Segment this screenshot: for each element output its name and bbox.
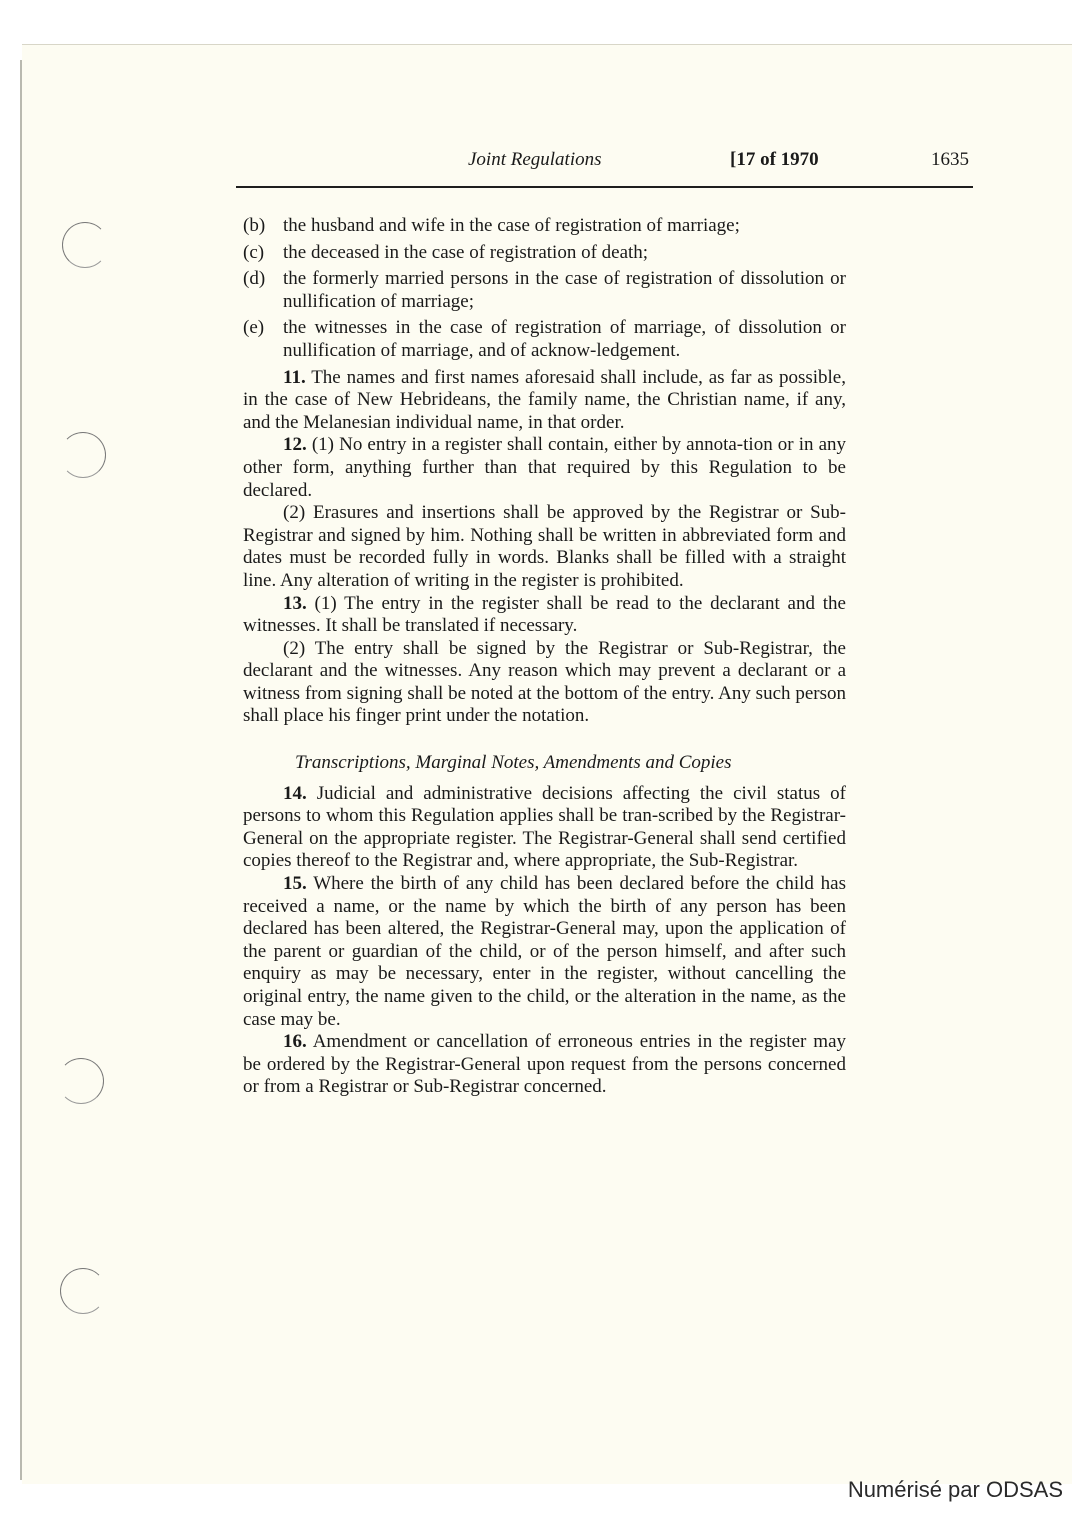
punch-hole-3 bbox=[58, 1058, 104, 1104]
running-header bbox=[240, 149, 973, 179]
section-number: 13. bbox=[283, 592, 307, 614]
page-edge-left bbox=[20, 60, 22, 1480]
punch-hole-1 bbox=[62, 222, 108, 268]
section-number: 15. bbox=[283, 873, 307, 895]
section-text: Judicial and administrative decisions affecting the civil status of persons to whom this Regulation applies shall be tran-scribed by the Registrar-General on the appropriate register. The Registrar-General shall send certified copies thereof to the Registrar and, where appropriate, the Sub-Registrar. bbox=[243, 782, 846, 872]
section-text: The names and first names aforesaid shall include, as far as possible, in the case of New Hebrideans, the family name, the Christian name, if any, and the Melanesian individual name, in that order. bbox=[243, 366, 846, 433]
list-item-label: (d) bbox=[243, 268, 266, 290]
section-heading: Transcriptions, Marginal Notes, Amendments and Copies bbox=[295, 752, 732, 774]
list-item-label: (b) bbox=[243, 215, 266, 236]
section-text: Where the birth of any child has been declared before the child has received a name, or the name by which the birth of any person has been declared has been altered, the Registrar-General may, upon the application of the parent or guardian of the child, or of the person himself, and after such enquiry as may be necessary, enter in the register, without cancelling the original entry, the name given to the child, or the alteration in the name, as the case may be. bbox=[243, 873, 846, 1030]
list-item bbox=[243, 242, 846, 265]
section-number: 12. bbox=[283, 434, 307, 456]
list-item bbox=[243, 317, 846, 362]
list-item-text: the husband and wife in the case of registration of marriage; bbox=[283, 215, 740, 236]
section-text: Amendment or cancellation of erroneous entries in the register may be ordered by the Registrar-General upon request from the persons concerned or from a Registrar or Sub-Registrar concerned. bbox=[243, 1031, 847, 1098]
section-number: 16. bbox=[283, 1031, 307, 1053]
section-text: The entry in the register shall be read to the declarant and the witnesses. It shall be translated if necessary. bbox=[243, 592, 846, 637]
punch-hole-2 bbox=[60, 432, 106, 478]
subsection-number: (1) bbox=[311, 434, 334, 456]
list-item-text: the witnesses in the case of registration of marriage, of dissolution or nullification of marriage, and of acknow-ledgement. bbox=[283, 317, 846, 361]
header-rule bbox=[236, 186, 973, 188]
list-item-label: (c) bbox=[243, 241, 265, 263]
section-number: 11. bbox=[283, 366, 306, 388]
section-12-2 bbox=[243, 502, 846, 592]
section-text: Erasures and insertions shall be approved by the Registrar or Sub-Registrar and signed by him. Nothing shall be written in abbreviated form and dates must be recorded fully in words. Blanks shall be filled with a straight line. Any alteration of writing in the register is prohibited. bbox=[243, 502, 847, 591]
page-edge-top bbox=[22, 44, 1072, 45]
section-13-1 bbox=[243, 593, 846, 638]
list-item bbox=[243, 215, 846, 238]
header-title: Joint Regulations bbox=[468, 149, 602, 170]
section-text: The entry shall be signed by the Registrar or Sub-Registrar, the declarant and the witnesses. Any reason which may prevent a declarant or a witness from signing shall be noted at the bottom of the entry. Any such person shall place his finger print under the notation. bbox=[243, 637, 846, 727]
page-number: 1635 bbox=[931, 149, 969, 170]
digitization-watermark: Numérisé par ODSAS bbox=[847, 1477, 1063, 1502]
section-13-2 bbox=[243, 638, 846, 728]
list-item bbox=[243, 268, 846, 313]
list-item-label: (e) bbox=[243, 317, 265, 339]
header-act-number: [17 of 1970 bbox=[730, 149, 819, 170]
section-12-1 bbox=[243, 434, 846, 502]
section-14 bbox=[243, 783, 846, 873]
section-16 bbox=[243, 1031, 846, 1099]
subsection-number: (1) bbox=[314, 592, 337, 614]
section-text: No entry in a register shall contain, either by annota-tion or in any other form, anything further than that required by this Regulation to be declared. bbox=[243, 434, 847, 501]
section-number: 14. bbox=[283, 782, 307, 804]
document-body bbox=[243, 215, 846, 1099]
section-15 bbox=[243, 873, 846, 1031]
list-item-text: the formerly married persons in the case of registration of dissolution or nullification of marriage; bbox=[283, 268, 846, 312]
subsection-number: (2) bbox=[283, 637, 306, 659]
list-item-text: the deceased in the case of registration of death; bbox=[283, 241, 649, 263]
section-11 bbox=[243, 367, 846, 435]
subsection-number: (2) bbox=[283, 502, 306, 524]
punch-hole-4 bbox=[60, 1268, 106, 1314]
